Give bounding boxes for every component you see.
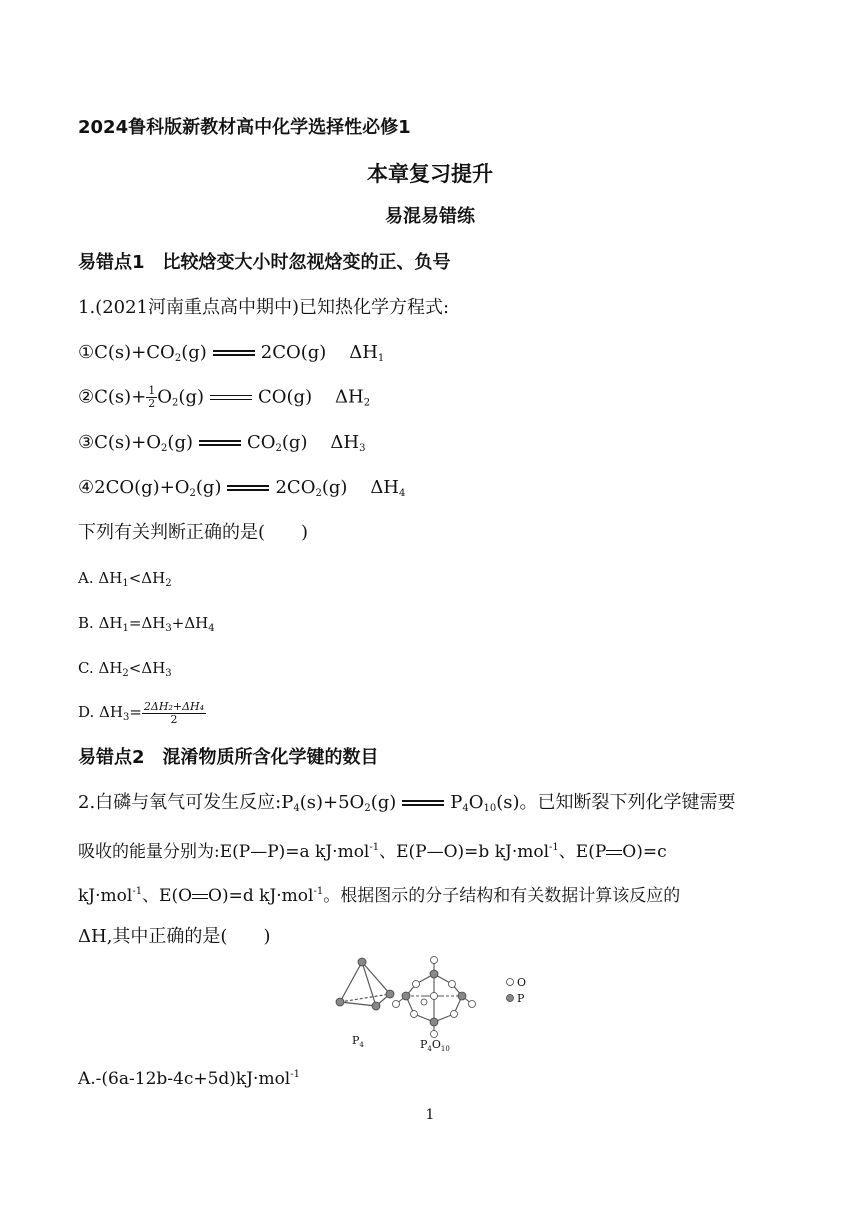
error-point-1-title: 易错点1 比较焓变大小时忽视焓变的正、负号 <box>78 252 451 273</box>
legend-phosphorus-icon <box>507 995 514 1002</box>
caption-p4o10: $P_4O_{10}$ <box>420 1038 450 1053</box>
error-point-2-title: 易错点2 混淆物质所含化学键的数目 <box>78 747 379 768</box>
q2-line-3: kJ·mol$^{-1}$、E(O O)=d kJ·mol$^{-1}$。根据图示的分子结构和有关数据计算该反应的 <box>78 886 681 906</box>
q1-option-c: C. $\Delta H_2<\Delta H_3$ <box>78 659 172 679</box>
section-title: 易混易错练 <box>385 206 475 227</box>
q2-line-2: 吸收的能量分别为:E(P—P)=a kJ·mol$^{-1}$、E(P—O)=b kJ·mol$^{-1}$、E(P O)=c <box>78 842 667 862</box>
caption-p4: $P_4$ <box>352 1034 364 1049</box>
book-title: 2024鲁科版新教材高中化学选择性必修1 <box>78 117 411 138</box>
q1-option-d: D. $\Delta H_3=$ $\frac{\text{2ΔH₂+ΔH₄}}{2}$ <box>78 699 205 726</box>
figure-legend <box>507 976 527 1005</box>
legend-phosphorus-label: P <box>517 992 525 1005</box>
fraction-half: $\frac{1}{2}$ <box>148 384 156 410</box>
fraction-dh: $\frac{\text{2ΔH₂+ΔH₄}}{2}$ <box>143 699 205 726</box>
molecule-structure-figure <box>334 956 534 1056</box>
q2-line-4: ΔH,其中正确的是( ) <box>78 926 271 947</box>
q1-stem: 1.(2021河南重点高中期中)已知热化学方程式: <box>78 297 450 318</box>
q1-option-a: A. $\Delta H_1<\Delta H_2$ <box>78 569 172 589</box>
chapter-title: 本章复习提升 <box>367 162 493 186</box>
q1-question: 下列有关判断正确的是( ) <box>78 522 309 543</box>
legend-oxygen-icon <box>507 979 514 986</box>
molecule-diagram <box>334 956 534 1056</box>
q2-option-a: A.-(6a-12b-4c+5d)kJ·mol$^{-1}$ <box>78 1069 300 1089</box>
q1-option-b: B. $\Delta H_1=\Delta H_3+\Delta H_4$ <box>78 614 215 634</box>
q1-equation-2: ②C(s)+ $\frac{1}{2}$ $O_2(g)$ CO(g) $\Delta H_2$ <box>78 384 371 410</box>
q1-equation-1: $①C(s)+CO_2(g)$ 2CO(g) $\Delta H_1$ <box>78 342 385 364</box>
q1-equation-3: $③C(s)+O_2(g)$ $CO_2(g)$ $\Delta H_3$ <box>78 432 366 454</box>
q1-equation-4: $④2CO(g)+O_2(g)$ $2CO_2(g)$ $\Delta H_4$ <box>78 477 406 499</box>
page-number: 1 <box>425 1107 435 1123</box>
q2-line-1: 2.白磷与氧气可发生反应$:P_4(s)+5O_2(g)$ $P_4O_{10}(s)$。已知断裂下列化学键需要 <box>78 792 736 814</box>
p4-molecule <box>340 962 390 1006</box>
legend-oxygen-label: O <box>517 976 527 989</box>
